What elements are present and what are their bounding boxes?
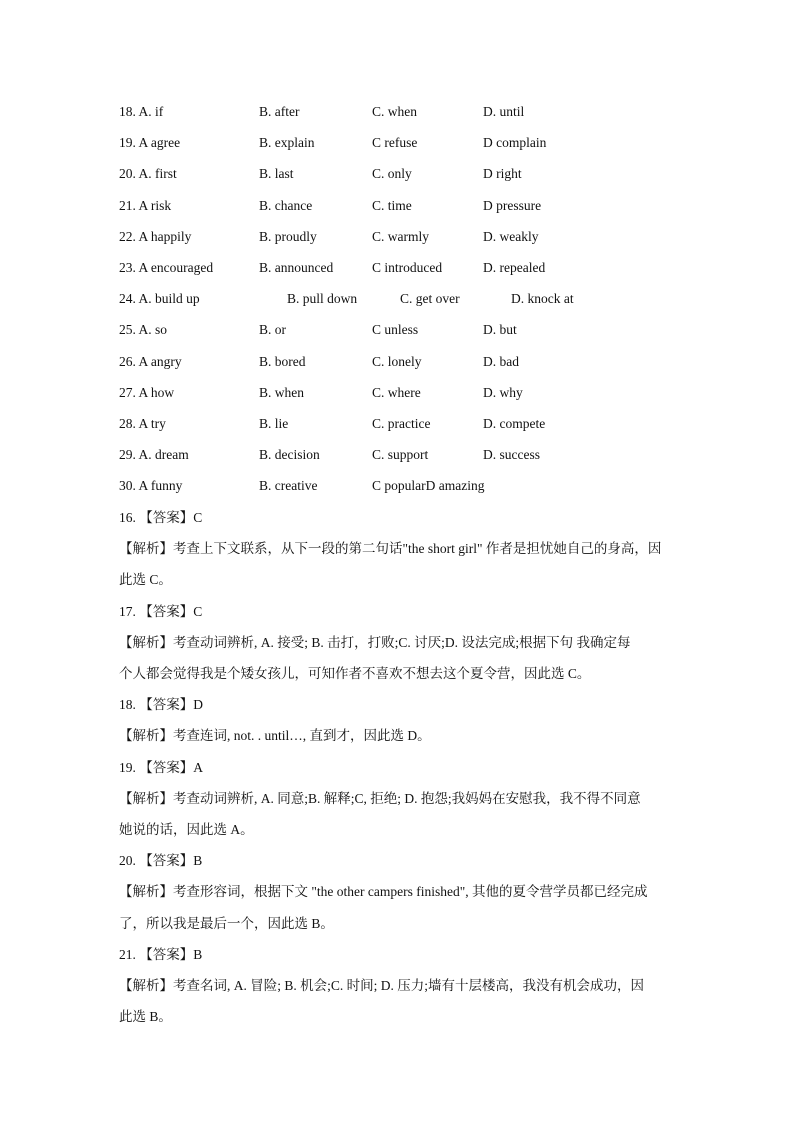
explanation-line: 她说的话，因此选 A。 [119, 822, 254, 837]
option-c: C. time [372, 197, 412, 213]
explanation-line: 【解析】考查形容词，根据下文 "the other campers finished", 其他的夏令营学员都已经完成 [119, 884, 648, 900]
answer-line: 18. 【答案】D [119, 697, 203, 713]
option-d: D. weakly [483, 228, 539, 244]
answer-line: 17. 【答案】C [119, 603, 203, 619]
option-number-a: 26. A angry [119, 353, 182, 369]
option-number-a: 20. A. first [119, 166, 177, 182]
option-number-a: 28. A try [119, 416, 166, 431]
option-number-a: 21. A risk [119, 197, 172, 213]
option-d: D pressure [483, 197, 542, 213]
option-d: D. knock at [511, 291, 574, 307]
option-number-a: 22. A happily [119, 228, 192, 244]
option-d: D. but [483, 322, 517, 338]
option-b: B. proudly [259, 228, 317, 244]
option-b: B. when [259, 384, 304, 400]
option-c: C. practice [372, 416, 431, 431]
option-number-a: 29. A. dream [119, 447, 189, 463]
option-b: B. decision [259, 447, 320, 463]
option-c: C. lonely [372, 353, 422, 369]
option-number-a: 27. A how [119, 384, 175, 400]
option-d: D. why [483, 384, 523, 400]
option-d: D. compete [483, 416, 546, 431]
option-d: D. success [483, 447, 540, 463]
option-d: D. bad [483, 353, 519, 369]
option-c: C introduced [372, 260, 443, 275]
option-number-a: 18. A. if [119, 104, 164, 119]
option-c: C. when [372, 104, 417, 119]
explanation-line: 【解析】考查动词辨析, A. 接受; B. 击打，打败;C. 讨厌;D. 设法完成;根据下句 我确定每 [119, 634, 631, 650]
option-b: B. bored [259, 353, 306, 369]
option-c: C. only [372, 166, 412, 182]
explanation-line: 此选 B。 [119, 1009, 172, 1025]
answer-line: 21. 【答案】B [119, 946, 203, 962]
option-b: B. pull down [287, 291, 358, 307]
option-c: C refuse [372, 135, 418, 151]
explanation-line: 【解析】考查连词, not. . until…, 直到才，因此选 D。 [119, 728, 431, 744]
option-b: B. or [259, 322, 286, 338]
option-number-a: 30. A funny [119, 478, 183, 494]
explanation-line: 此选 C。 [119, 572, 172, 588]
option-c: C. where [372, 384, 421, 400]
option-c: C. support [372, 447, 429, 463]
option-b: B. explain [259, 135, 315, 151]
option-c: C. warmly [372, 228, 429, 244]
option-b: B. chance [259, 197, 313, 213]
explanation-line: 【解析】考查名词, A. 冒险; B. 机会;C. 时间; D. 压力;墙有十层楼高，我没有机会成功，因 [119, 978, 645, 993]
option-number-a: 24. A. build up [119, 291, 200, 307]
answer-line: 20. 【答案】B [119, 853, 203, 869]
option-number-a: 19. A agree [119, 135, 181, 151]
option-d: D complain [483, 135, 547, 151]
answer-line: 19. 【答案】A [119, 759, 203, 775]
option-d: D. repealed [483, 260, 546, 275]
option-b: B. last [259, 166, 294, 182]
answer-line: 16. 【答案】C [119, 510, 203, 525]
explanation-line: 个人都会觉得我是个矮女孩儿，可知作者不喜欢不想去这个夏令营，因此选 C。 [119, 666, 591, 681]
explanation-line: 【解析】考查动词辨析, A. 同意;B. 解释;C, 拒绝; D. 抱怨;我妈妈在安慰我，我不得不同意 [119, 790, 641, 806]
option-b: B. creative [259, 478, 318, 494]
option-b: B. after [259, 104, 300, 119]
option-d: D. until [483, 104, 525, 119]
option-c: C popularD amazing [372, 478, 485, 494]
option-number-a: 23. A encouraged [119, 260, 214, 275]
explanation-line: 了，所以我是最后一个，因此选 B。 [119, 915, 334, 931]
option-b: B. lie [259, 416, 289, 431]
option-c: C. get over [400, 291, 460, 307]
option-d: D right [483, 166, 522, 182]
option-b: B. announced [259, 260, 334, 275]
option-c: C unless [372, 322, 419, 338]
explanation-line: 【解析】考查上下文联系，从下一段的第二句话"the short girl" 作者是担忧她自己的身高，因 [119, 541, 662, 557]
option-number-a: 25. A. so [119, 322, 168, 338]
